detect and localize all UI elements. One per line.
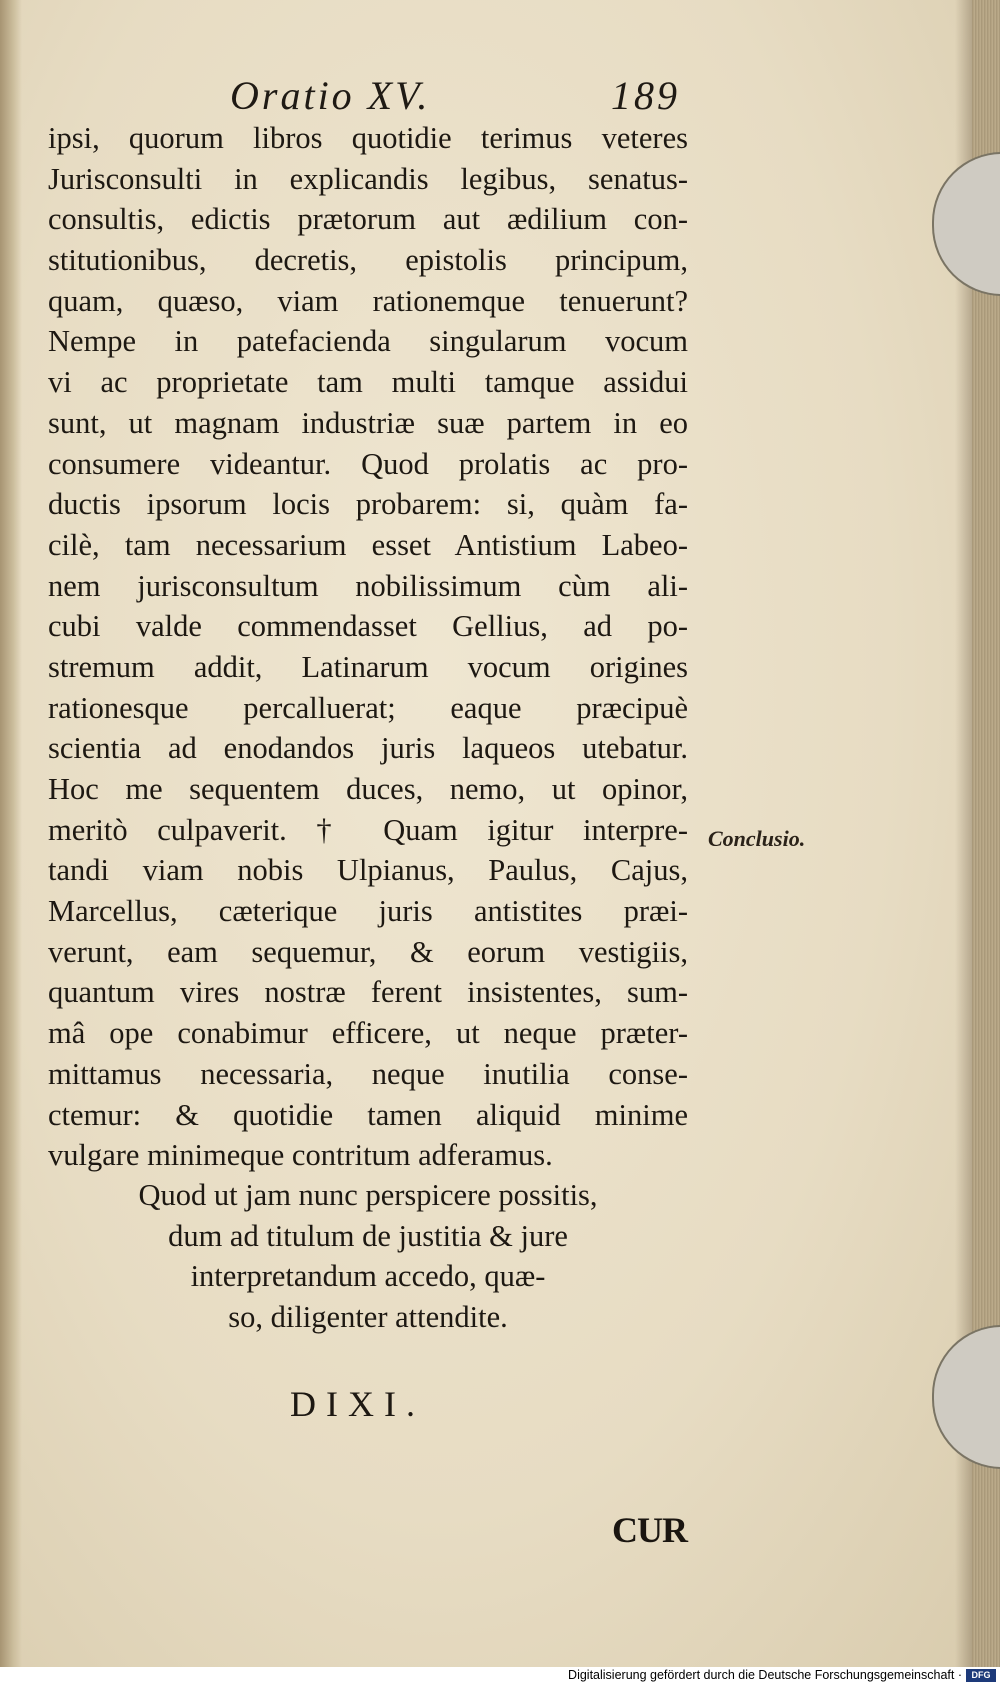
text-line: Jurisconsulti in explicandis legibus, senatus- — [48, 161, 688, 196]
text-line: ctemur: & quotidie tamen aliquid minime — [48, 1097, 688, 1132]
closing-paragraph — [48, 1175, 688, 1337]
end-word: DIXI. — [290, 1384, 425, 1424]
text-line: ipsi, quorum libros quotidie terimus veteres — [48, 121, 688, 155]
footer-credit: Digitalisierung gefördert durch die Deutsche Forschungsgemeinschaft · — [568, 1668, 962, 1682]
facing-page-bleed — [0, 900, 22, 1600]
text-line: Nempe in patefacienda singularum vocum — [48, 324, 688, 359]
header-title: Oratio XV. — [230, 73, 431, 118]
text-line: Marcellus, cæterique juris antistites præi- — [48, 894, 688, 929]
text-line: consultis, edictis prætorum aut ædilium con- — [48, 202, 688, 237]
text-line: mittamus necessaria, neque inutilia conse- — [48, 1056, 688, 1091]
text-line: cilè, tam necessarium esset Antistium Labeo- — [48, 527, 688, 562]
text-line: consumere videantur. Quod prolatis ac pro- — [48, 446, 688, 481]
text-line: meritò culpaverit. † Quam igitur interpre- — [48, 812, 688, 847]
text-line: nem jurisconsultum nobilissimum cùm ali- — [48, 568, 688, 603]
text-line: ductis ipsorum locis probarem: si, quàm fa- — [48, 487, 688, 522]
footer-bar — [0, 1667, 1000, 1685]
closing-line: so, diligenter attendite. — [228, 1299, 508, 1334]
dfg-logo: DFG — [966, 1669, 996, 1682]
text-line: vulgare minimeque contritum adferamus. — [48, 1138, 553, 1173]
text-line: mâ ope conabimur efficere, ut neque præter- — [48, 1016, 688, 1051]
text-line: stitutionibus, decretis, epistolis principum, — [48, 243, 688, 278]
page-number: 189 — [611, 73, 680, 118]
text-line: sunt, ut magnam industriæ suæ partem in eo — [48, 405, 688, 440]
marginal-note: Conclusio. — [708, 826, 806, 851]
closing-line: interpretandum accedo, quæ- — [190, 1259, 546, 1293]
text-line: verunt, eam sequemur, & eorum vestigiis, — [48, 934, 688, 969]
text-line: vi ac proprietate tam multi tamque assidui — [48, 365, 688, 400]
closing-line: Quod ut jam nunc perspicere possitis, — [138, 1178, 598, 1212]
text-line: rationesque percalluerat; eaque præcipuè — [48, 690, 688, 725]
text-line: cubi valde commendasset Gellius, ad po- — [48, 609, 688, 644]
closing-line: dum ad titulum de justitia & jure — [168, 1218, 568, 1253]
text-line: Hoc me sequentem duces, nemo, ut opinor, — [48, 772, 688, 806]
catchword: CUR — [612, 1510, 687, 1550]
body-text — [48, 118, 688, 1176]
text-line: quantum vires nostræ ferent insistentes, sum- — [48, 975, 688, 1010]
text-line: tandi viam nobis Ulpianus, Paulus, Cajus, — [48, 853, 688, 888]
running-header — [230, 72, 680, 122]
text-line: quam, quæso, viam rationemque tenuerunt? — [48, 283, 688, 318]
text-line: stremum addit, Latinarum vocum origines — [48, 649, 688, 684]
text-line: scientia ad enodandos juris laqueos utebatur. — [48, 731, 688, 766]
